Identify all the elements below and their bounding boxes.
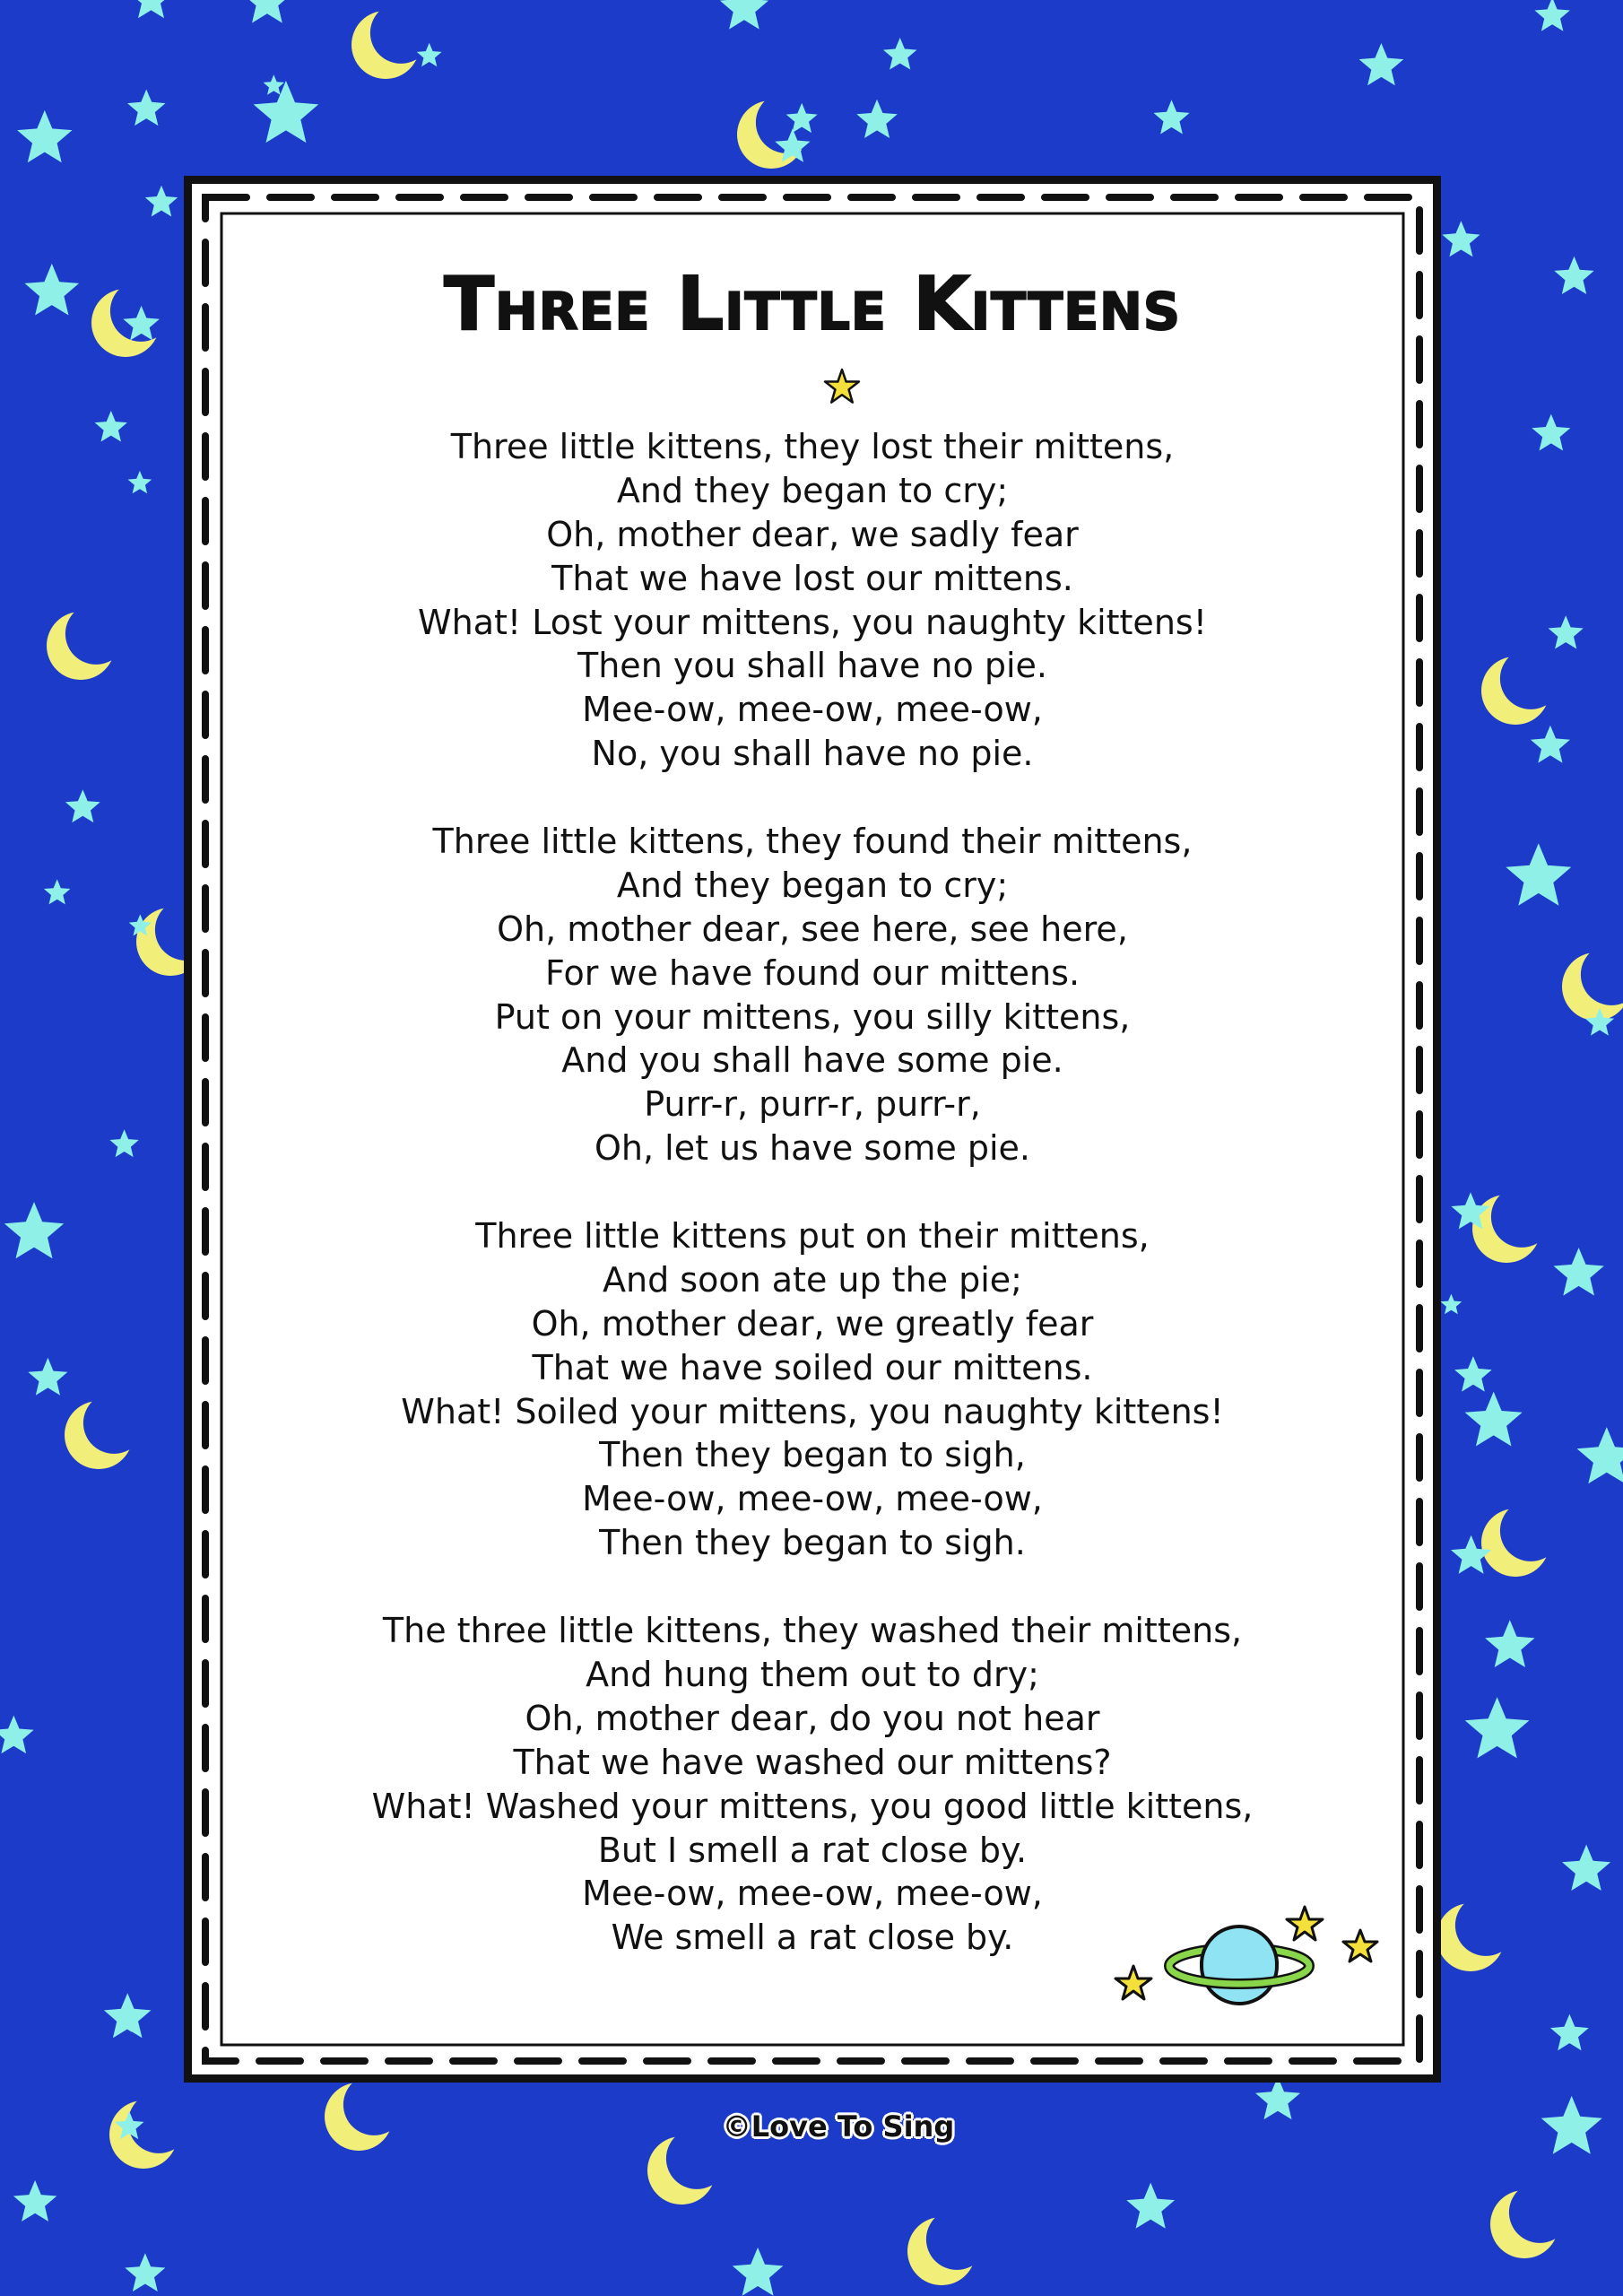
- lyric-line: Mee-ow, mee-ow, mee-ow,: [582, 1874, 1043, 1914]
- lyric-line: And they began to cry;: [616, 865, 1009, 905]
- star-icon: [1577, 1427, 1623, 1483]
- lyric-line: Then they began to sigh,: [599, 1435, 1026, 1475]
- star-icon: [1126, 2183, 1175, 2229]
- star-icon: [104, 1993, 152, 2038]
- star-icon: [1549, 615, 1584, 648]
- lyric-line: And soon ate up the pie;: [603, 1259, 1022, 1300]
- lyric-line: Oh, let us have some pie.: [594, 1128, 1030, 1169]
- lyric-line: What! Soiled your mittens, you naughty kittens!: [401, 1391, 1224, 1431]
- moon-icon: [907, 2209, 987, 2286]
- lyric-line: Three little kittens, they found their mittens,: [432, 822, 1193, 862]
- star-icon: [1465, 1392, 1523, 1447]
- moon-icon: [1472, 1187, 1552, 1264]
- star-icon: [823, 368, 861, 405]
- lyric-line: Put on your mittens, you silly kittens,: [494, 996, 1131, 1037]
- star-icon: [1465, 1697, 1530, 1758]
- lyric-line: No, you shall have no pie.: [591, 734, 1034, 774]
- moon-icon: [737, 92, 817, 170]
- moon-icon: [47, 604, 126, 681]
- star-icon: [856, 100, 898, 138]
- song-title: Three Little Kittens: [444, 262, 1181, 347]
- star-icon: [1440, 1294, 1462, 1315]
- star-icon: [1442, 221, 1480, 257]
- lyric-line: Oh, mother dear, we sadly fear: [546, 514, 1079, 554]
- lyrics: [184, 425, 1441, 2004]
- moon-icon: [325, 2074, 404, 2152]
- moon-icon: [1436, 1895, 1516, 1972]
- star-icon: [1541, 2096, 1602, 2154]
- stanza: [184, 1214, 1441, 1565]
- star-icon: [1531, 726, 1570, 763]
- star-icon: [130, 0, 172, 18]
- star-icon: [125, 2253, 165, 2292]
- lyric-line: And you shall have some pie.: [561, 1040, 1063, 1081]
- lyric-line: And hung them out to dry;: [586, 1654, 1039, 1694]
- lyric-line: What! Washed your mittens, you good little kittens,: [371, 1786, 1254, 1826]
- lyric-line: And they began to cry;: [616, 470, 1009, 510]
- lyric-line: Oh, mother dear, we greatly fear: [531, 1303, 1094, 1344]
- star-icon: [1534, 0, 1570, 31]
- lyric-line: Then you shall have no pie.: [577, 646, 1047, 686]
- lyric-line: Mee-ow, mee-ow, mee-ow,: [582, 690, 1043, 730]
- lyric-line: That we have soiled our mittens.: [532, 1347, 1093, 1387]
- moon-icon: [1481, 1500, 1561, 1578]
- lyric-line: That we have lost our mittens.: [551, 558, 1073, 598]
- star-icon: [128, 471, 152, 493]
- star-icon: [0, 1716, 34, 1754]
- star-icon: [4, 1202, 64, 1258]
- star-icon: [95, 411, 127, 442]
- star-icon: [1255, 2077, 1300, 2120]
- star-icon: [1454, 1356, 1492, 1392]
- moon-icon: [1481, 648, 1561, 726]
- lyric-line: Oh, mother dear, do you not hear: [525, 1698, 1100, 1738]
- star-icon: [720, 0, 768, 30]
- stanza: [184, 820, 1441, 1170]
- star-icon: [44, 879, 71, 904]
- star-icon: [254, 81, 319, 143]
- star-icon: [145, 186, 178, 217]
- moon-icon: [109, 2092, 189, 2170]
- lyric-line: We smell a rat close by.: [611, 1918, 1014, 1958]
- star-icon: [1154, 100, 1190, 134]
- stanza: [184, 425, 1441, 776]
- star-icon: [1532, 414, 1570, 451]
- star-icon: [17, 110, 72, 162]
- lyric-line: But I smell a rat close by.: [597, 1830, 1028, 1870]
- lyric-line: What! Lost your mittens, you naughty kittens!: [418, 602, 1207, 642]
- lyric-line: Purr-r, purr-r, purr-r,: [644, 1084, 981, 1125]
- moon-icon: [1562, 944, 1623, 1022]
- lyric-line: Oh, mother dear, see here, see here,: [497, 909, 1128, 949]
- star-icon: [1550, 2014, 1589, 2051]
- lyric-line: Three little kittens put on their mittens,: [475, 1216, 1150, 1257]
- star-icon: [1485, 1620, 1534, 1667]
- moon-icon: [1490, 2182, 1570, 2259]
- star-icon: [733, 2248, 784, 2296]
- star-icon: [264, 74, 285, 95]
- lyric-line: Mee-ow, mee-ow, mee-ow,: [582, 1479, 1043, 1519]
- star-icon: [127, 90, 166, 126]
- star-icon: [13, 2180, 56, 2222]
- lyric-line: The three little kittens, they washed their mittens,: [382, 1611, 1243, 1651]
- lyric-line: That we have washed our mittens?: [513, 1742, 1112, 1782]
- star-icon: [883, 38, 917, 70]
- moon-icon: [65, 1393, 144, 1470]
- star-icon: [1506, 843, 1571, 905]
- lyric-line: Three little kittens, they lost their mittens,: [450, 427, 1175, 466]
- star-icon: [1554, 257, 1593, 294]
- star-icon: [109, 1129, 138, 1157]
- star-icon: [65, 789, 100, 822]
- planet-icon: [1108, 1894, 1386, 2020]
- moon-icon: [352, 3, 431, 80]
- star-icon: [1562, 1845, 1610, 1891]
- copyright-label: ©Love To Sing: [722, 2109, 955, 2144]
- star-icon: [25, 264, 80, 316]
- star-icon: [28, 1358, 67, 1396]
- lyric-line: For we have found our mittens.: [544, 952, 1081, 993]
- star-icon: [1554, 1248, 1604, 1296]
- lyric-line: Then they began to sigh.: [599, 1523, 1026, 1563]
- star-icon: [243, 0, 292, 23]
- star-icon: [1359, 43, 1404, 85]
